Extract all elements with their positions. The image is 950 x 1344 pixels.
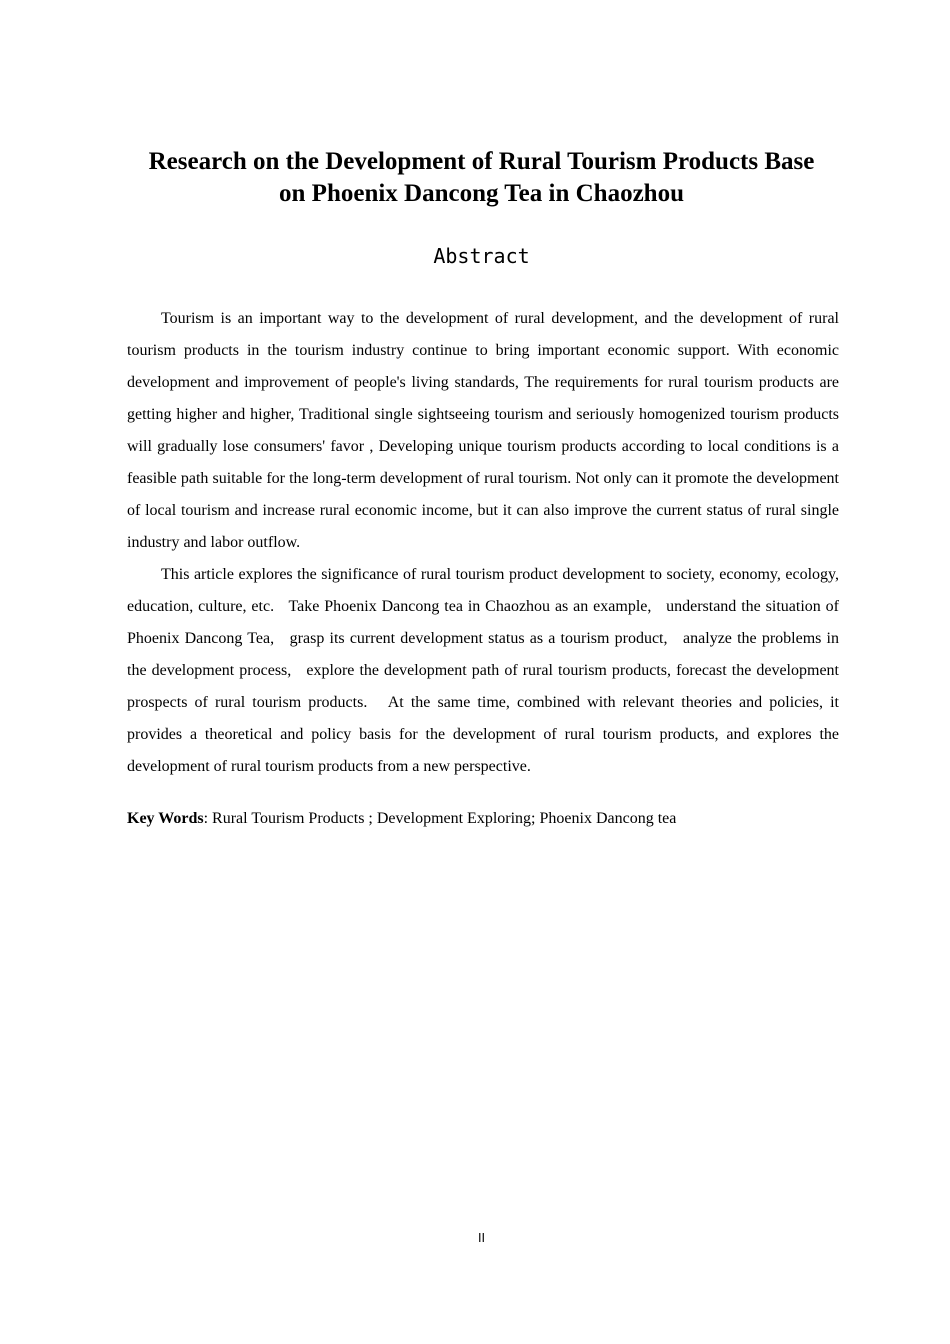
abstract-heading: Abstract — [433, 244, 530, 268]
document-title — [110, 146, 853, 210]
abstract-body — [127, 303, 843, 783]
abstract-paragraph-1: Tourism is an important way to the development of rural development, and the development of rural tourism products in the tourism industry continue to bring important economic support. With economic development and improvement of people's living standards, The requirements for rural tourism products are getting higher and higher, Traditional single sightseeing tourism and seriously homogenized tourism products will gradually lose consumers' favor , Developing unique tourism products according to local conditions is a feasible path suitable for the long-term development of rural tourism. Not only can it promote the development of local tourism and increase rural economic income, but it can also improve the current status of rural single industry and labor outflow. — [127, 310, 839, 551]
abstract-paragraph-2: This article explores the significance of rural tourism product development to society, economy, ecology, education, culture, etc. Take Phoenix Dancong tea in Chaozhou as an example, understand the situation of Phoenix Dancong Tea, grasp its current development status as a tourism product, analyze the problems in the development process, explore the development path of rural tourism products, forecast the development prospects of rural tourism products. At the same time, combined with relevant theories and policies, it provides a theoretical and policy basis for the development of rural tourism products, and explores the development of rural tourism products from a new perspective. — [127, 566, 843, 775]
keywords-line — [127, 804, 839, 834]
document-title-line-1: Research on the Development of Rural Tourism Products Base — [148, 148, 815, 175]
document-title-line-2: on Phoenix Dancong Tea in Chaozhou — [279, 180, 684, 207]
keywords-text: : Rural Tourism Products ; Development Exploring; Phoenix Dancong tea — [203, 810, 677, 827]
page-number: II — [477, 1231, 486, 1245]
keywords-label: Key Words — [127, 810, 204, 827]
